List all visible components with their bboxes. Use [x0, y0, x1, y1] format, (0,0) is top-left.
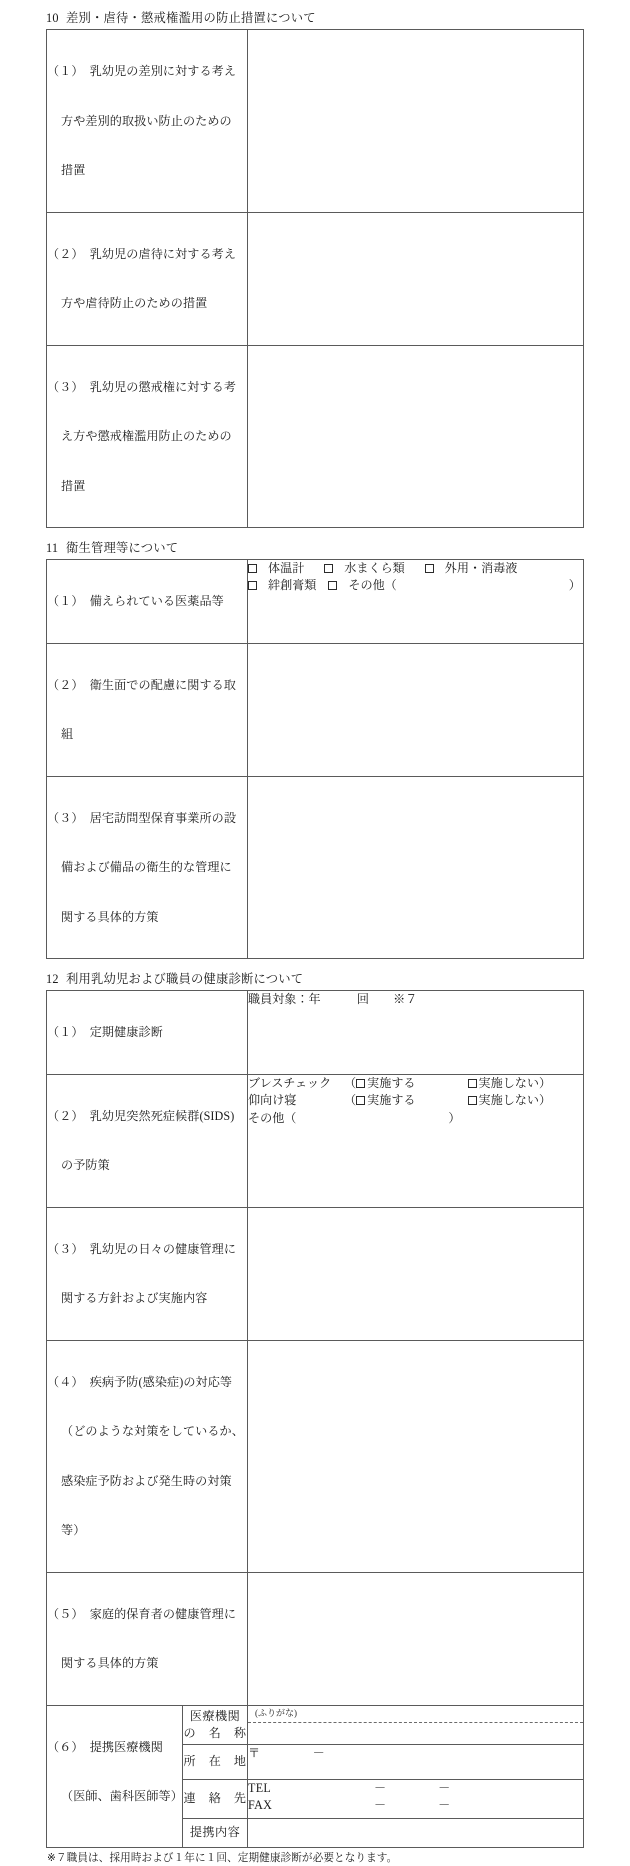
sub-label-partnership-content: 提携内容 [183, 1818, 248, 1847]
row-label-12-2: （２） 乳幼児突然死症候群(SIDS) の予防策 [47, 1074, 248, 1207]
sub-label-hospital-name: 医療機関 の 名 称 [183, 1705, 248, 1744]
table-row [47, 345, 584, 528]
table-row [47, 776, 584, 959]
row-label-10-2: （２） 乳幼児の虐待に対する考え 方や虐待防止のための措置 [47, 212, 248, 345]
sids-breath-check-label: ブレスチェック [248, 1075, 332, 1090]
hospital-name-cell [248, 1705, 584, 1744]
table-row [47, 1074, 584, 1207]
sids-breath-yes: 実施する [367, 1075, 416, 1090]
contact-cell [248, 1779, 584, 1818]
sub-label-contact: 連 絡 先 [183, 1779, 248, 1818]
sids-breath-check-row: ブレスチェック （ 実施する 実施しない） [248, 1075, 583, 1093]
checkbox-icon[interactable] [356, 1096, 365, 1105]
checkbox-label-water-pillow: 水まくら類 [344, 561, 405, 575]
table-row [47, 1340, 584, 1572]
checkbox-icon[interactable] [425, 564, 434, 573]
row-label-12-1: （１） 定期健康診断 [47, 991, 248, 1075]
row-value-10-1[interactable] [248, 30, 584, 213]
periodic-checkup-value: 職員対象：年 回 ※７ [248, 992, 418, 1006]
footnote [46, 1848, 583, 1866]
row-label-12-5: （５） 家庭的保育者の健康管理に 関する具体的方策 [47, 1572, 248, 1705]
postal-mark-icon: 〒 [248, 1745, 261, 1760]
row-value-12-1[interactable] [248, 991, 584, 1075]
row-value-11-2[interactable] [248, 643, 584, 776]
hospital-name-input[interactable] [248, 1723, 583, 1744]
section-11-table [46, 559, 584, 959]
checkbox-icon[interactable] [356, 1079, 365, 1088]
row-label-10-3: （３） 乳幼児の懲戒権に対する考 え方や懲戒権濫用防止のための 措置 [47, 345, 248, 528]
row-value-10-3[interactable] [248, 345, 584, 528]
row-label-12-3: （３） 乳幼児の日々の健康管理に 関する方針および実施内容 [47, 1207, 248, 1340]
row-value-10-2[interactable] [248, 212, 584, 345]
row-label-11-1: （１） 備えられている医薬品等 [47, 560, 248, 644]
row-label-11-2: （２） 衛生面での配慮に関する取 組 [47, 643, 248, 776]
table-row [47, 1705, 584, 1744]
row-value-12-4[interactable] [248, 1340, 584, 1572]
table-row [47, 30, 584, 213]
row-value-12-3[interactable] [248, 1207, 584, 1340]
fax-dash-2: － [438, 1797, 451, 1812]
section-11-heading [46, 540, 583, 559]
checkbox-icon[interactable] [328, 581, 337, 590]
checkbox-icon[interactable] [324, 564, 333, 573]
footnote-marker: ※７ [47, 1852, 67, 1864]
sids-supine-label: 仰向け寝 [248, 1093, 297, 1107]
row-label-12-6: （６） 提携医療機関 （医師、歯科医師等） [47, 1705, 183, 1847]
furigana-label: (ふりがな) [248, 1706, 583, 1723]
section-10-title: 差別・虐待・懲戒権濫用の防止措置について [66, 11, 316, 25]
section-12-title: 利用乳幼児および職員の健康診断について [66, 972, 304, 986]
other-close-paren: ） [568, 578, 581, 592]
partnership-content-input[interactable] [248, 1818, 584, 1847]
checkbox-label-other: その他（ [348, 578, 397, 592]
section-10-number: 10 [46, 11, 59, 25]
spacer [46, 959, 583, 971]
row-value-12-5[interactable] [248, 1572, 584, 1705]
sids-other-label: その他（ [248, 1110, 297, 1125]
checkbox-icon[interactable] [468, 1096, 477, 1105]
section-12-heading [46, 971, 583, 990]
table-row [47, 1572, 584, 1705]
section-11-number: 11 [46, 541, 59, 555]
sids-options-group [248, 1074, 584, 1207]
checkbox-line-1 [248, 560, 583, 577]
checkbox-label-thermometer: 体温計 [268, 561, 305, 575]
fax-label: FAX [248, 1797, 273, 1812]
sids-supine-no: 実施しない [478, 1093, 539, 1107]
row-label-10-1: （１） 乳幼児の差別に対する考え 方や差別的取扱い防止のための 措置 [47, 30, 248, 213]
section-11-title: 衛生管理等について [66, 541, 179, 555]
tel-dash-1: － [374, 1780, 387, 1795]
row-label-12-4: （４） 疾病予防(感染症)の対応等 （どのような対策をしているか、 感染症予防および発生時の対策 等） [47, 1340, 248, 1572]
section-12-number: 12 [46, 972, 59, 986]
sub-label-address: 所 在 地 [183, 1744, 248, 1779]
table-row [47, 212, 584, 345]
sids-other-row [248, 1110, 583, 1128]
medicine-checkbox-group [248, 560, 584, 644]
spacer [46, 528, 583, 540]
sids-supine-sleep-row: 仰向け寝 （ 実施する 実施しない） [248, 1092, 583, 1110]
section-10-heading [46, 10, 583, 29]
table-row [47, 560, 584, 644]
table-row [47, 1207, 584, 1340]
tel-label: TEL [248, 1780, 272, 1795]
checkbox-label-bandage: 絆創膏類 [268, 578, 317, 592]
fax-row[interactable] [248, 1797, 583, 1814]
section-10-table [46, 29, 584, 528]
sids-supine-yes: 実施する [367, 1093, 416, 1107]
checkbox-icon[interactable] [248, 564, 257, 573]
checkbox-icon[interactable] [248, 581, 257, 590]
table-row [47, 991, 584, 1075]
sids-breath-no: 実施しない [478, 1075, 539, 1090]
tel-row[interactable] [248, 1780, 583, 1797]
row-label-11-3: （３） 居宅訪問型保育事業所の設 備および備品の衛生的な管理に 関する具体的方策 [47, 776, 248, 959]
checkbox-line-2 [248, 577, 583, 594]
table-row [47, 643, 584, 776]
tel-dash-2: － [438, 1780, 451, 1795]
row-value-11-3[interactable] [248, 776, 584, 959]
sids-other-close: ） [448, 1110, 461, 1125]
section-12-table [46, 990, 584, 1848]
fax-dash-1: － [374, 1797, 387, 1812]
checkbox-icon[interactable] [468, 1079, 477, 1088]
postal-dash: － [312, 1745, 325, 1760]
address-cell[interactable] [248, 1744, 584, 1779]
checkbox-label-disinfectant: 外用・消毒液 [444, 561, 518, 575]
footnote-text: 職員は、採用時および１年に１回、定期健康診断が必要となります。 [66, 1852, 398, 1864]
